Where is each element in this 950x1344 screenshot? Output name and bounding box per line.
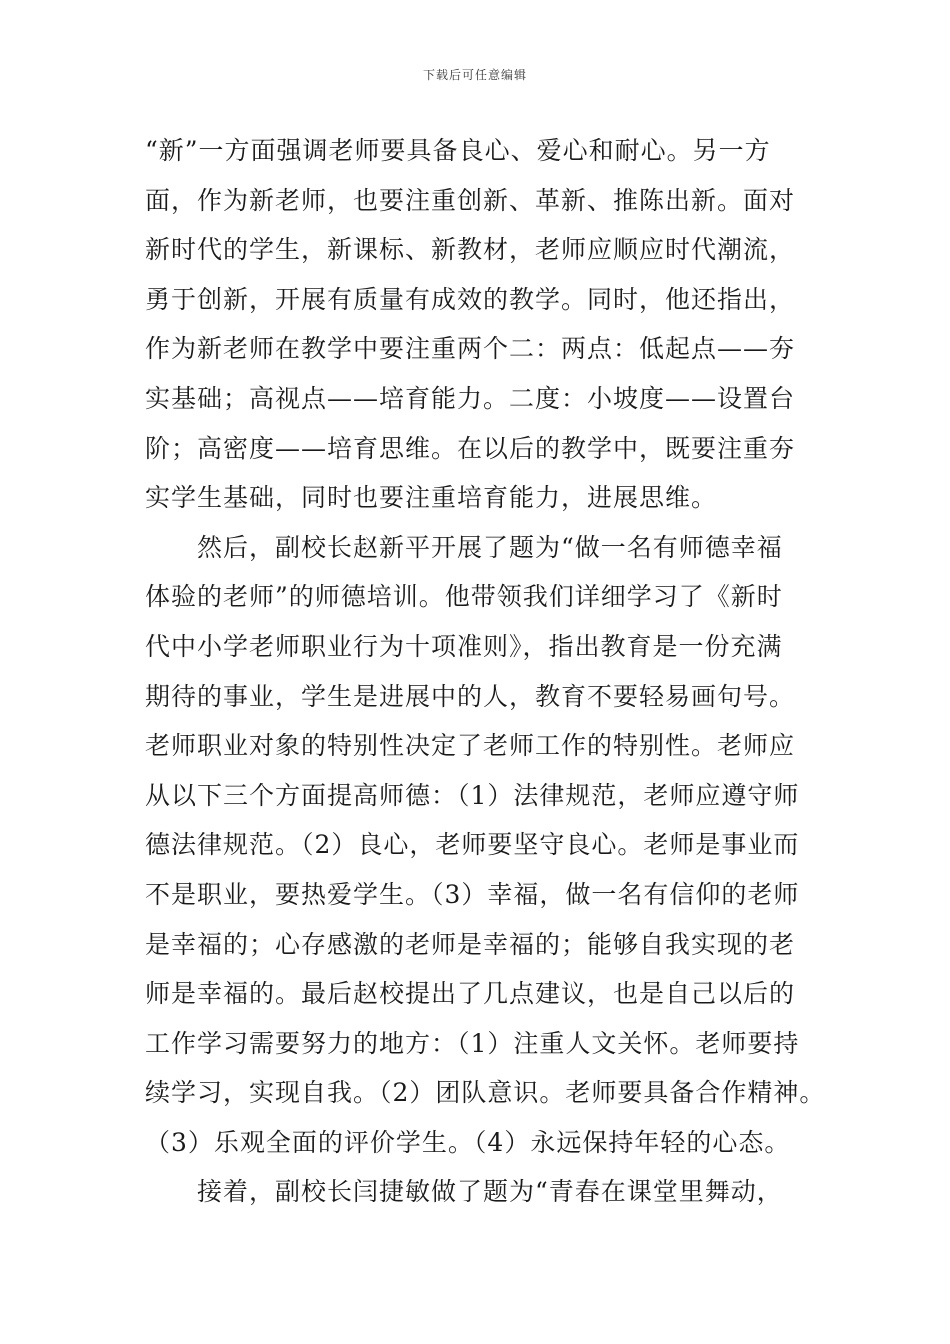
text-line: 不是职业，要热爱学生。（3）幸福，做一名有信仰的老师: [145, 879, 800, 909]
text-line: 是幸福的；心存感激的老师是幸福的；能够自我实现的老: [145, 929, 796, 959]
text-line: 实基础；高视点——培育能力。二度：小坡度——设置台: [145, 383, 796, 413]
body-text: [145, 126, 826, 1217]
text-line: 从以下三个方面提高师德：（1）法律规范，老师应遵守师: [145, 780, 800, 810]
header-note: 下载后可任意编辑: [422, 68, 527, 82]
text-line: 老师职业对象的特别性决定了老师工作的特别性。老师应: [145, 731, 796, 761]
text-line: 新时代的学生，新课标、新教材，老师应顺应时代潮流，: [145, 235, 796, 265]
text-line: 作为新老师在教学中要注重两个二：两点：低起点——夯: [145, 334, 796, 364]
text-line: “新”一方面强调老师要具备良心、爱心和耐心。另一方: [145, 136, 771, 165]
text-line: 代中小学老师职业行为十项准则》，指出教育是一份充满: [145, 631, 783, 661]
text-line: 期待的事业，学生是进展中的人，教育不要轻易画句号。: [145, 681, 796, 711]
text-line: 勇于创新，开展有质量有成效的教学。同时，他还指出，: [145, 284, 796, 314]
text-line: 面，作为新老师，也要注重创新、革新、推陈出新。面对: [145, 185, 796, 215]
paragraph-start-line: 接着，副校长闫捷敏做了题为“青春在课堂里舞动，: [197, 1177, 783, 1207]
text-line: 实学生基础，同时也要注重培育能力，进展思维。: [145, 483, 718, 513]
text-line: 续学习，实现自我。（2）团队意识。老师要具备合作精神。: [145, 1078, 826, 1108]
text-line: 阶；高密度——培育思维。在以后的教学中，既要注重夯: [145, 433, 796, 463]
text-line: 德法律规范。（2）良心，老师要坚守良心。老师是事业而: [145, 830, 800, 860]
text-line: 师是幸福的。最后赵校提出了几点建议，也是自己以后的: [145, 979, 796, 1009]
text-line: （3）乐观全面的评价学生。（4）永远保持年轻的心态。: [145, 1127, 791, 1157]
text-line: 体验的老师”的师德培训。他带领我们详细学习了《新时: [145, 582, 783, 612]
paragraph-start-line: 然后，副校长赵新平开展了题为“做一名有师德幸福: [197, 532, 783, 562]
text-line: 工作学习需要努力的地方：（1）注重人文关怀。老师要持: [145, 1028, 800, 1058]
